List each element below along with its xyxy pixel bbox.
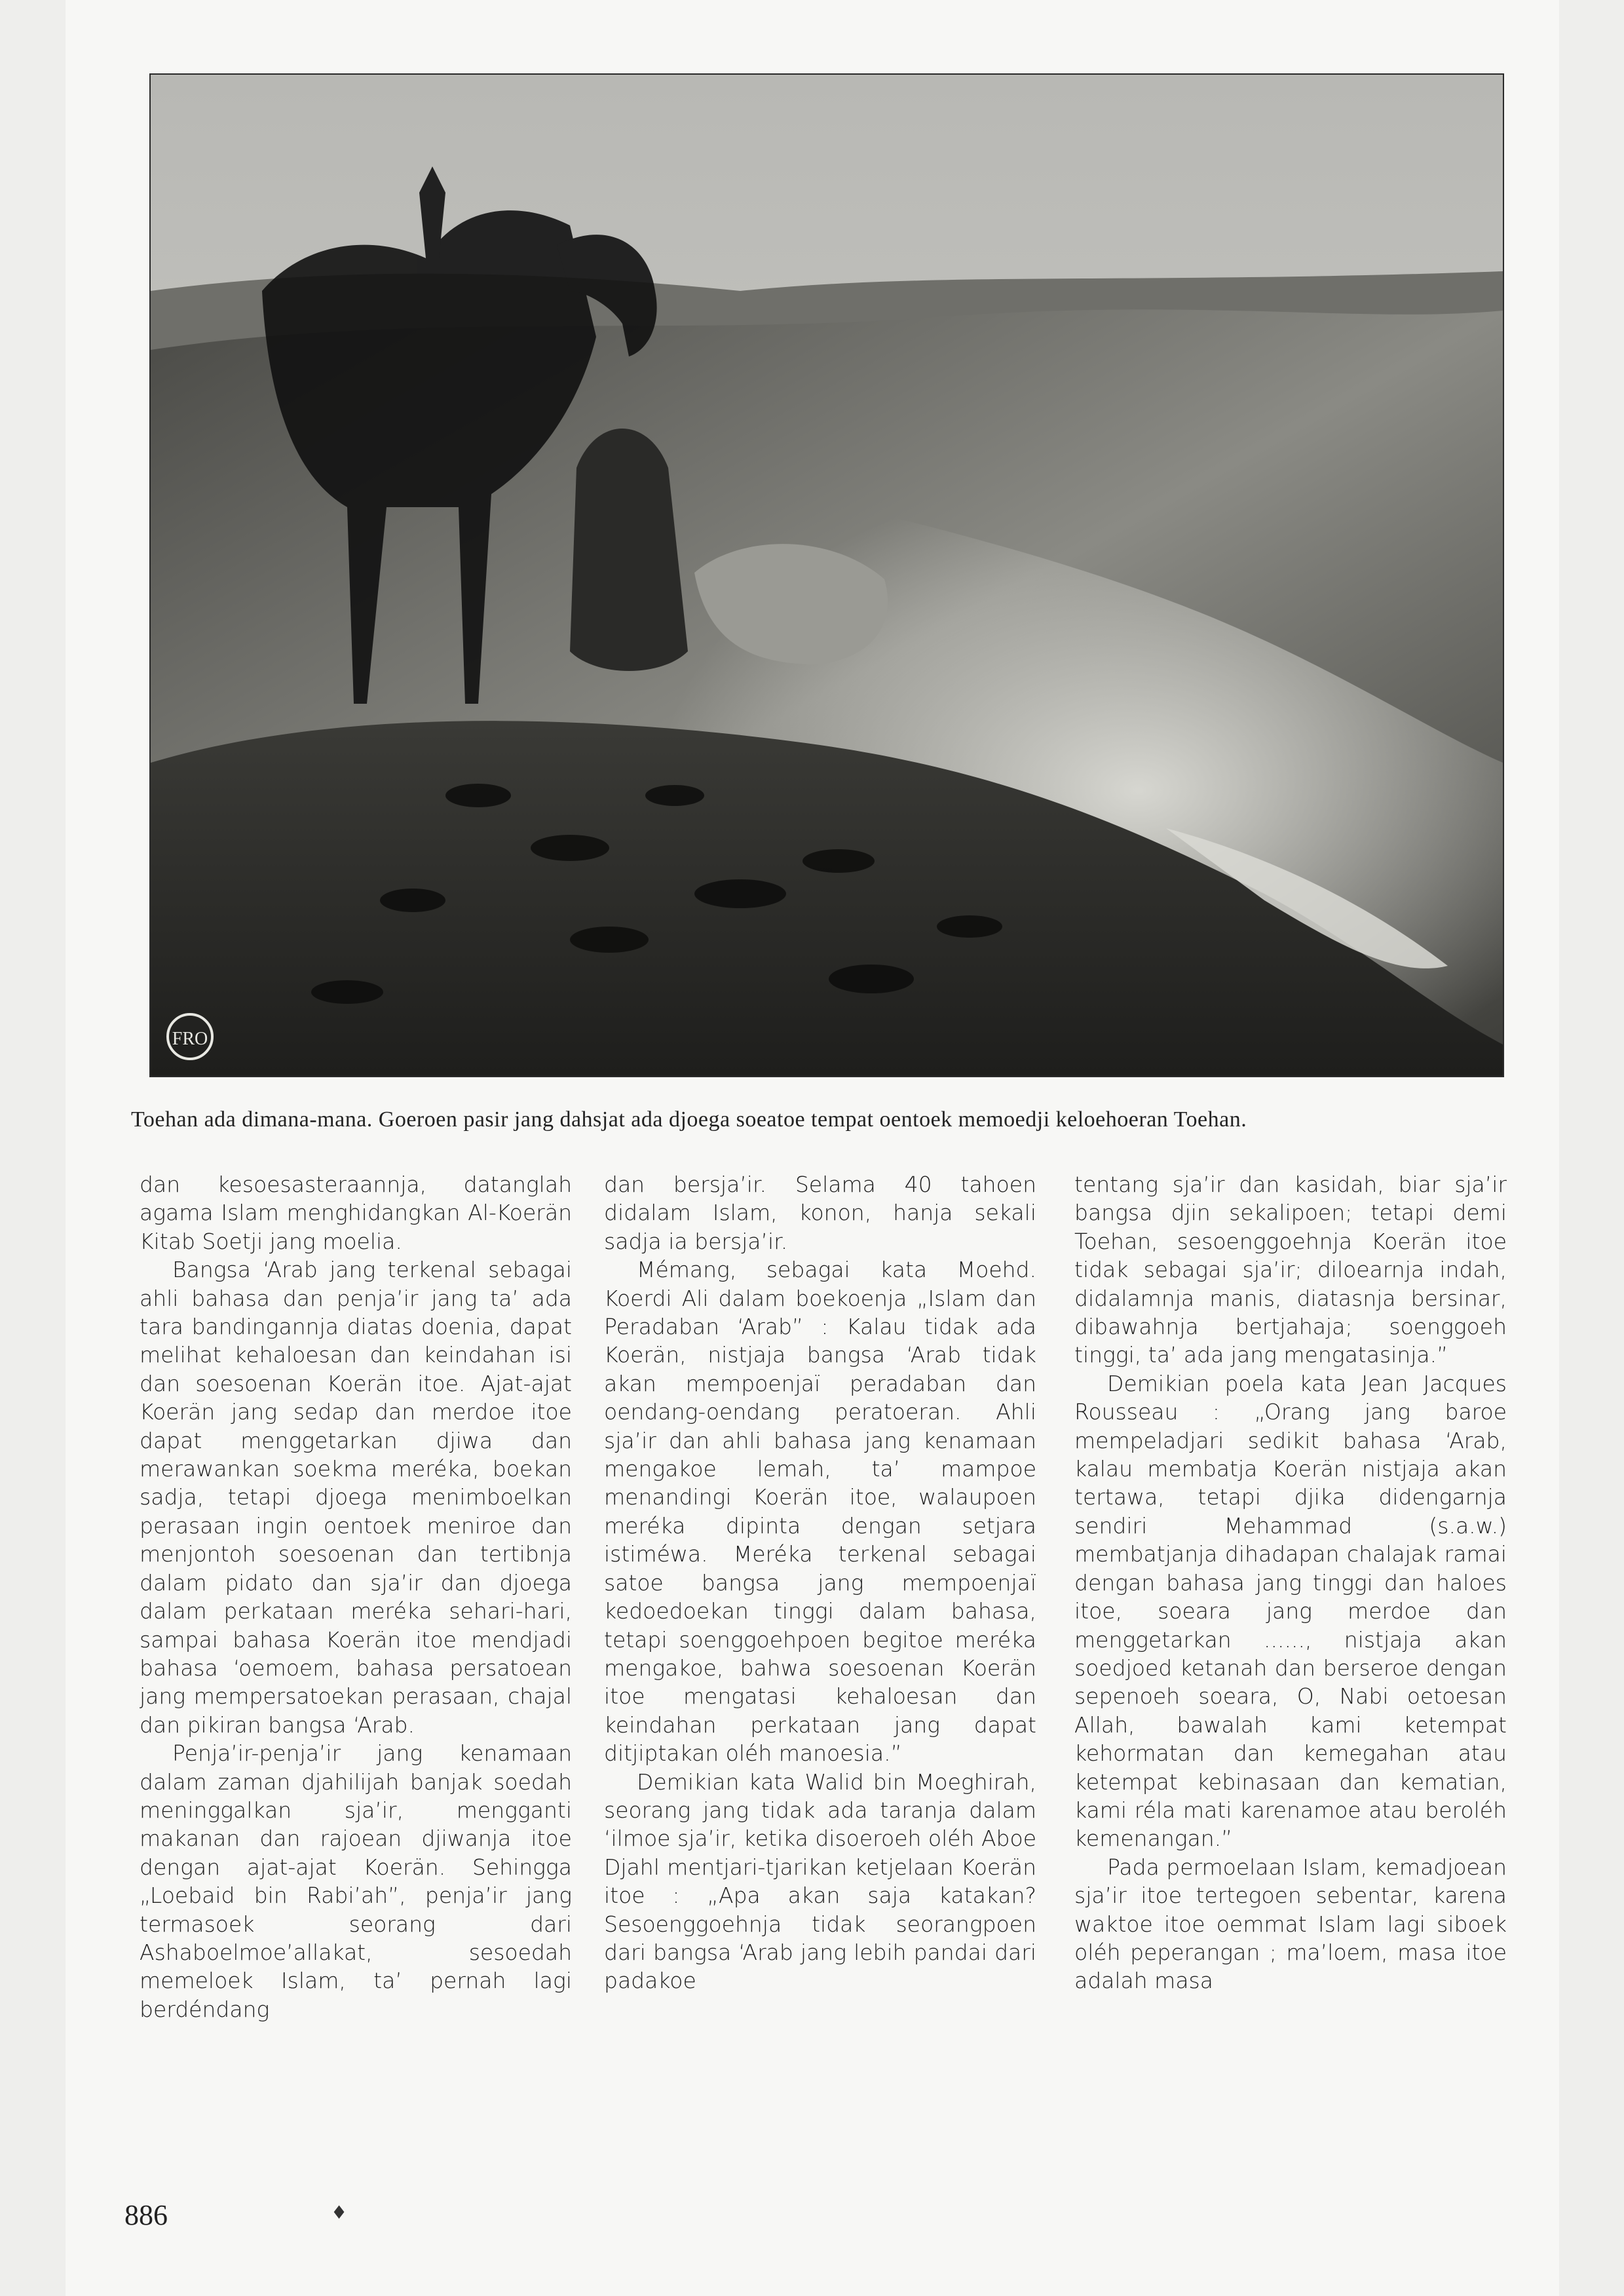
svg-text:FRO: FRO [172, 1029, 208, 1049]
paragraph: tentang sja’ir dan kasidah, biar sja’ir bangsa djin sekalipoen; tetapi demi Toehan, sesoenggoehnja Koerän itoe tidak sebagai sja’ir; diloearnja indah, didalamnja manis, diatasnja bersinar, dibawahnja bertjahaja; soenggoeh tinggi, ta’ ada jang mengatasinja.” [1074, 1172, 1507, 1368]
desert-photo-graphic [151, 75, 1503, 1076]
paragraph: Bangsa ‘Arab jang terkenal sebagai ahli bahasa dan penja’ir jang ta’ ada tara bandingannja diatas doenia, dapat melihat kehaloesan dan keindahan isi dan soesoenan Koerän itoe. Ajat-ajat Koerän jang sedap dan merdoe itoe dapat menggetarkan djiwa dan merawankan soekma meréka, boekan sadja, tetapi djoega menimboelkan perasaan ingin oentoek meniroe dan menjontoh soesoenan dan tertibnja dalam pidato dan sja’ir dan djoega dalam perkataan meréka sehari-hari, sampai bahasa Koerän itoe mendjadi bahasa ‘oemoem, bahasa persatoean jang mempersatoekan perasaan, chajal dan pikiran bangsa ‘Arab. [140, 1257, 572, 1738]
paragraph: dan kesoesasteraannja, datanglah agama Islam menghidangkan Al-Koerän Kitab Soetji jang moelia. [140, 1172, 572, 1254]
paragraph: Penja’ir-penja’ir jang kenamaan dalam zaman djahilijah banjak soedah meninggalkan sja’ir, mengganti makanan dan rajoean djiwanja itoe dengan ajat-ajat Koerän. Sehingga „Loebaid bin Rabi’ah”, penja’ir jang termasoek seorang dari Ashaboelmoe’allakat, sesoedah memeloek Islam, ta’ pernah lagi berdéndang [140, 1740, 572, 2022]
paragraph: Pada permoelaan Islam, kemadjoean sja’ir itoe tertegoen sebentar, karena waktoe itoe oemmat Islam lagi siboek oléh peperangan ; ma’loem, masa itoe adalah masa [1074, 1854, 1507, 1994]
paragraph: Demikian kata Walid bin Moeghirah, seorang jang tidak ada taranja dalam ‘ilmoe sja’ir, ketika disoeroeh oléh Aboe Djahl mentjari-tjarikan ketjelaan Koerän itoe : „Apa akan saja katakan? Sesoenggoehnja tidak seorangpoen dari bangsa ‘Arab jang lebih pandai dari padakoe [604, 1769, 1036, 1994]
desert-photo [149, 73, 1504, 1077]
text-column-2 [604, 1170, 1036, 2166]
text-column-1 [140, 1170, 572, 2166]
paragraph: dan bersja’ir. Selama 40 tahoen didalam Islam, konon, hanja sekali sadja ia bersja’ir. [604, 1172, 1036, 1254]
page-number: 886 [124, 2199, 168, 2231]
footer-mark: ♦ [331, 2202, 348, 2223]
photo-caption: Toehan ada dimana-mana. Goeroen pasir jang dahsjat ada djoega soeatoe tempat oentoek memoedji keloehoeran Toehan. [131, 1107, 1247, 1132]
paragraph: Demikian poela kata Jean Jacques Rousseau : „Orang jang baroe mempeladjari sedikit bahasa ‘Arab, kalau membatja Koerän nistjaja akan tertawa, tetapi djika didengarnja sendiri Mehammad (s.a.w.) membatjanja dihadapan chalajak ramai dengan bahasa jang tinggi dan haloes itoe, soeara jang merdoe dan menggetarkan ......, nistjaja akan soedjoed ketanah dan berseroe dengan sepenoeh soeara, O, Nabi oetoesan Allah, bawalah kami ketempat kehormatan dan kemegahan atau ketempat kebinasaan dan kematian, kami réla mati karenamoe atau beroléh kemenangan.” [1074, 1370, 1507, 1852]
paragraph: Mémang, sebagai kata Moehd. Koerdi Ali dalam boekoenja „Islam dan Peradaban ‘Arab” : Kalau tidak ada Koerän, nistjaja bangsa ‘Arab tidak akan mempoenjaï peradaban dan oendang-oendang peratoeran. Ahli sja’ir dan ahli bahasa jang kenamaan mengakoe lemah, ta’ mampoe menandingi Koerän itoe, walaupoen meréka dipinta dengan setjara istiméwa. Meréka terkenal sebagai satoe bangsa jang mempoenjaï kedoedoekan tinggi dalam bahasa, tetapi soenggoehpoen begitoe meréka mengakoe, bahwa soesoenan Koerän itoe mengatasi kehaloesan dan keindahan perkataan jang dapat ditjiptakan oléh manoesia.” [604, 1257, 1036, 1767]
text-column-3 [1074, 1170, 1507, 2166]
